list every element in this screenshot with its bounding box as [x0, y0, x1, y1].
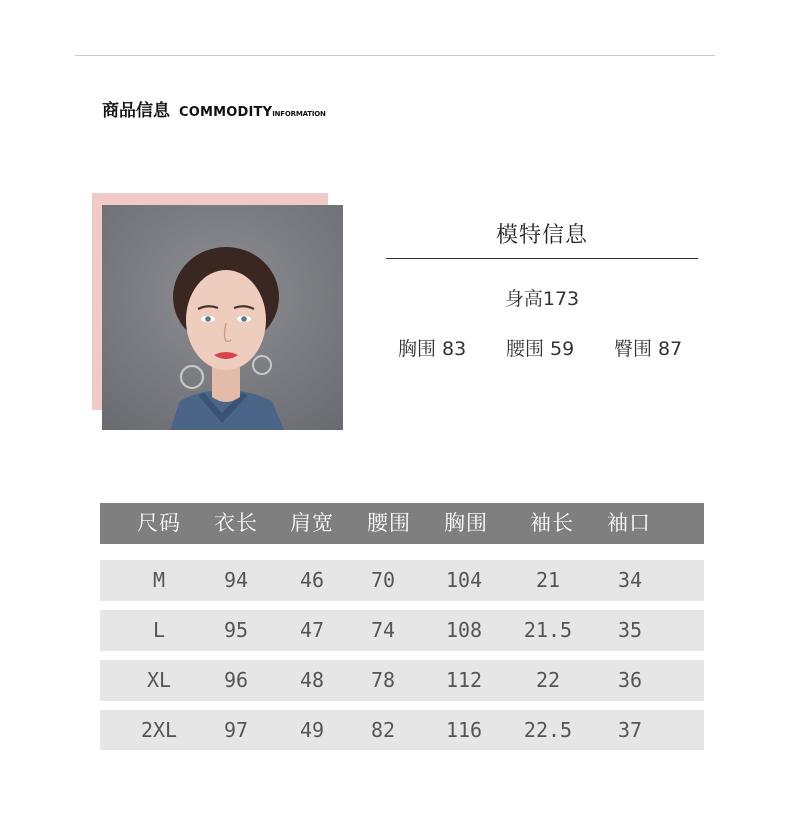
cell-shoulder: 48 — [299, 668, 325, 692]
section-title-cn: 商品信息 — [102, 101, 170, 121]
cell-shoulder: 47 — [299, 618, 325, 642]
cell-sleeve-length: 21 — [535, 568, 561, 592]
model-height: 身高173 — [504, 288, 580, 310]
cell-waist: 74 — [370, 618, 396, 642]
model-bust: 胸围 83 — [398, 338, 467, 360]
cell-waist: 78 — [370, 668, 396, 692]
cell-bust: 112 — [445, 668, 483, 692]
cell-sleeve-length: 22 — [535, 668, 561, 692]
cell-waist: 82 — [370, 718, 396, 742]
size-table-header — [100, 503, 704, 544]
cell-bust: 108 — [445, 618, 483, 642]
header-size: 尺码 — [137, 511, 181, 535]
header-sleeve-length: 袖长 — [530, 511, 574, 535]
cell-waist: 70 — [370, 568, 396, 592]
table-row — [100, 710, 704, 750]
cell-shoulder: 46 — [299, 568, 325, 592]
header-cuff: 袖口 — [607, 511, 651, 535]
model-waist: 腰围 59 — [506, 338, 575, 360]
header-bust: 胸围 — [444, 511, 488, 535]
cell-sleeve-length: 21.5 — [523, 618, 573, 642]
cell-length: 96 — [223, 668, 249, 692]
table-row — [100, 660, 704, 701]
cell-size: XL — [146, 668, 172, 692]
cell-shoulder: 49 — [299, 718, 325, 742]
model-photo — [102, 205, 343, 430]
cell-cuff: 35 — [617, 618, 643, 642]
cell-length: 94 — [223, 568, 249, 592]
section-title-en: COMMODITY — [179, 105, 273, 120]
cell-size: 2XL — [140, 718, 178, 742]
cell-cuff: 37 — [617, 718, 643, 742]
model-info-divider — [386, 258, 698, 259]
cell-size: L — [152, 618, 166, 642]
header-waist: 腰围 — [367, 511, 411, 535]
cell-cuff: 34 — [617, 568, 643, 592]
model-info-heading: 模特信息 — [495, 223, 588, 248]
cell-cuff: 36 — [617, 668, 643, 692]
header-shoulder: 肩宽 — [290, 511, 334, 535]
table-row — [100, 610, 704, 651]
cell-sleeve-length: 22.5 — [523, 718, 573, 742]
top-divider — [75, 55, 715, 56]
section-title-en-small: INFORMATION — [272, 110, 326, 118]
header-length: 衣长 — [214, 511, 258, 535]
model-hip: 臀围 87 — [614, 338, 683, 360]
cell-length: 95 — [223, 618, 249, 642]
cell-bust: 104 — [445, 568, 483, 592]
cell-size: M — [152, 568, 166, 592]
cell-bust: 116 — [445, 718, 483, 742]
table-row — [100, 560, 704, 601]
cell-length: 97 — [223, 718, 249, 742]
section-title — [102, 101, 326, 124]
